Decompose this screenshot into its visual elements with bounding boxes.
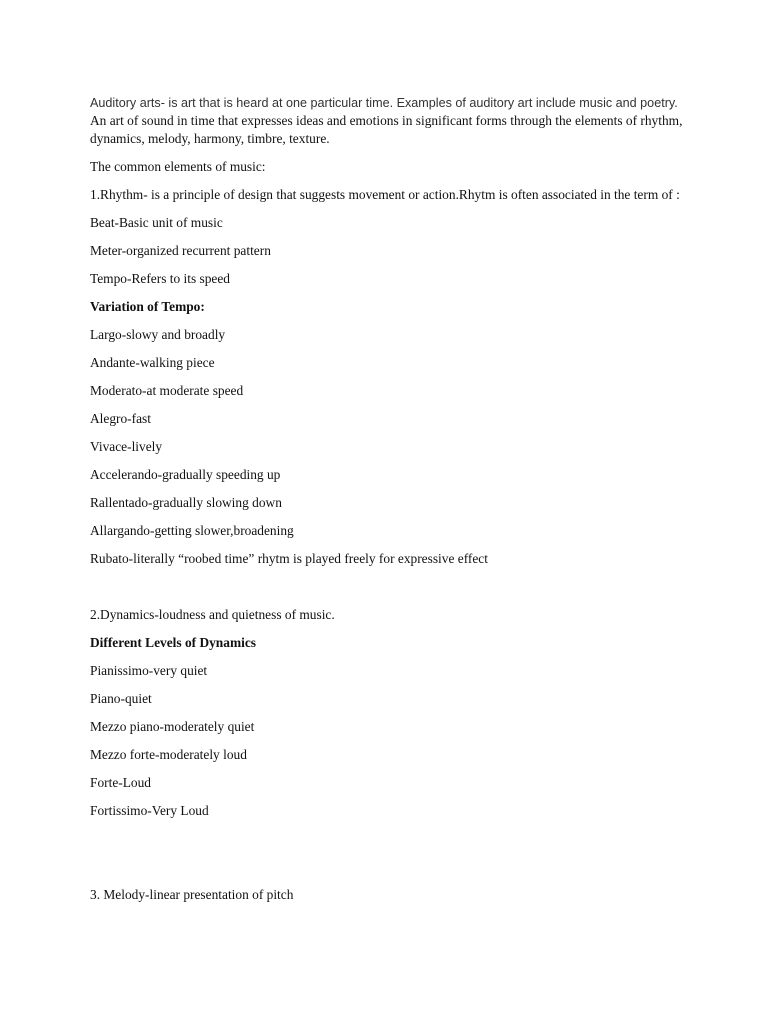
intro-definition: is art that is heard at one particular time. Examples of auditory art include music and poetry. [164,96,678,110]
common-elements-heading: The common elements of music: [90,159,266,174]
document-body [90,94,690,914]
melody-heading: 3. Melody-linear presentation of pitch [90,887,294,902]
list-item: Andante-walking piece [90,355,215,370]
dynamics-heading: 2.Dynamics-loudness and quietness of music. [90,607,335,622]
list-item: Fortissimo-Very Loud [90,803,209,818]
tempo-heading: Variation of Tempo: [90,299,205,314]
list-item: Allargando-getting slower,broadening [90,523,294,538]
dynamics-list [90,662,690,830]
list-item: Meter-organized recurrent pattern [90,243,271,258]
list-item: Beat-Basic unit of music [90,215,223,230]
list-item: Mezzo piano-moderately quiet [90,719,255,734]
intro-paragraph [90,94,690,148]
intro-term: Auditory arts- [90,96,165,110]
intro-elaboration: An art of sound in time that expresses ideas and emotions in significant forms through the elements of rhythm, dynamics, melody, harmony, timbre, texture. [90,113,683,146]
list-item: Rallentado-gradually slowing down [90,495,282,510]
tempo-list [90,326,690,578]
rhythm-heading: 1.Rhythm- is a principle of design that suggests movement or action.Rhytm is often associated in the term of : [90,187,680,202]
spacer [90,578,690,606]
list-item: Vivace-lively [90,439,163,454]
list-item: Piano-quiet [90,691,152,706]
list-item: Largo-slowy and broadly [90,327,226,342]
list-item: Tempo-Refers to its speed [90,271,230,286]
dynamics-subheading: Different Levels of Dynamics [90,635,256,650]
list-item: Forte-Loud [90,775,151,790]
spacer [90,830,690,886]
list-item: Moderato-at moderate speed [90,383,244,398]
rhythm-list [90,214,690,298]
list-item: Mezzo forte-moderately loud [90,747,247,762]
list-item: Rubato-literally “roobed time” rhytm is played freely for expressive effect [90,551,488,566]
list-item: Accelerando-gradually speeding up [90,467,281,482]
list-item: Alegro-fast [90,411,151,426]
list-item: Pianissimo-very quiet [90,663,208,678]
